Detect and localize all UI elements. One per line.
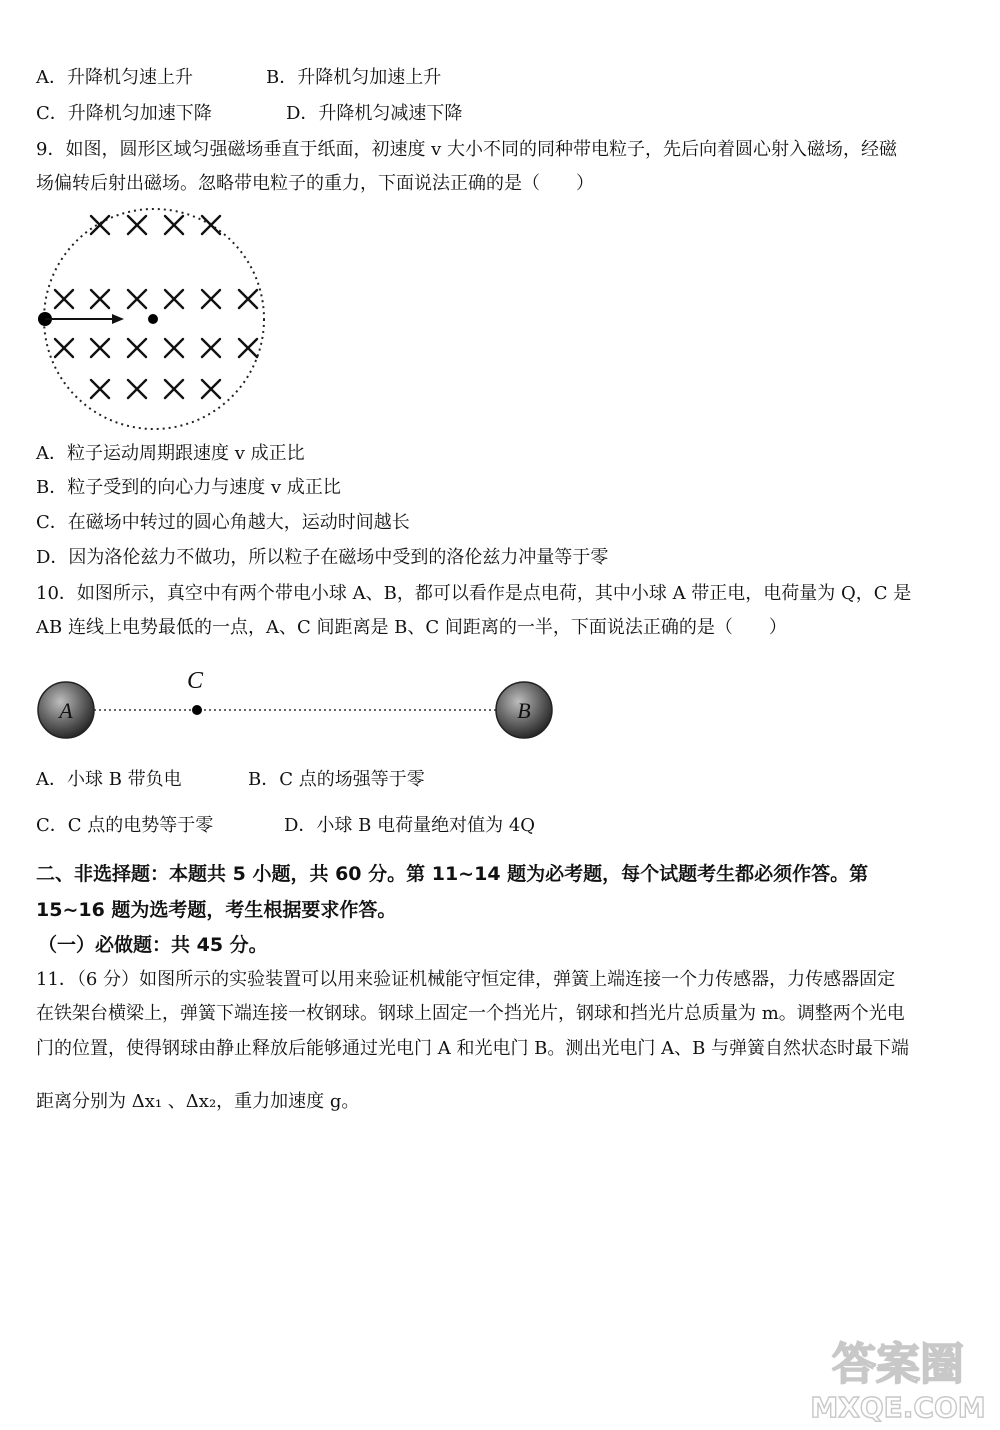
q11-line1: 11．（6 分）如图所示的实验装置可以用来验证机械能守恒定律，弹簧上端连接一个力传感器，力传感器固定 xyxy=(36,969,896,990)
q8-option-b: B．升降机匀加速上升 xyxy=(266,67,442,88)
q10-option-c: C．C 点的电势等于零 xyxy=(36,815,214,836)
q8-option-a: A．升降机匀速上升 xyxy=(36,67,193,88)
section2-heading-line1: 二、非选择题：本题共 5 小题，共 60 分。第 11~14 题为必考题，每个试题考生都必须作答。第 xyxy=(36,863,869,885)
q10-stem-line2: AB 连线上电势最低的一点，A、C 间距离是 B、C 间距离的一半，下面说法正确的是（ ） xyxy=(36,617,787,638)
q10-stem-line1: 10．如图所示，真空中有两个带电小球 A、B，都可以看作是点电荷，其中小球 A 带正电，电荷量为 Q，C 是 xyxy=(36,583,912,604)
q9-stem-line2: 场偏转后射出磁场。忽略带电粒子的重力，下面说法正确的是（ ） xyxy=(36,173,594,194)
q9-option-a: A．粒子运动周期跟速度 v 成正比 xyxy=(36,443,305,464)
q10-option-d: D．小球 B 电荷量绝对值为 4Q xyxy=(284,815,536,836)
q10-option-a: A．小球 B 带负电 xyxy=(36,769,182,790)
q9-option-d: D．因为洛伦兹力不做功，所以粒子在磁场中受到的洛伦兹力冲量等于零 xyxy=(36,547,609,568)
q9-magnetic-field-figure xyxy=(36,205,276,435)
q8-option-c: C．升降机匀加速下降 xyxy=(36,103,212,124)
q11-line2: 在铁架台横梁上，弹簧下端连接一枚钢球。钢球上固定一个挡光片，钢球和挡光片总质量为 m。调整两个光电 xyxy=(36,1003,905,1024)
ball-b-label: B xyxy=(517,698,531,723)
ball-a-label: A xyxy=(59,698,73,723)
point-c-label: C xyxy=(186,668,204,694)
q11-line4: 距离分别为 Δx₁ 、Δx₂，重力加速度 g。 xyxy=(36,1091,360,1112)
watermark-logo xyxy=(800,1335,996,1425)
q9-stem-line1: 9．如图，圆形区域匀强磁场垂直于纸面，初速度 v 大小不同的同种带电粒子，先后向着圆心射入磁场，经磁 xyxy=(36,139,898,160)
center-point xyxy=(148,314,158,324)
q10-option-b: B．C 点的场强等于零 xyxy=(248,769,425,790)
velocity-arrowhead xyxy=(112,314,124,324)
svg-text:MXQE.COM: MXQE.COM xyxy=(810,1391,986,1424)
q9-option-b: B．粒子受到的向心力与速度 v 成正比 xyxy=(36,477,341,498)
point-c xyxy=(192,705,202,715)
q9-option-c: C．在磁场中转过的圆心角越大，运动时间越长 xyxy=(36,512,410,533)
field-crosses xyxy=(55,216,257,398)
svg-text:答案圈: 答案圈 xyxy=(832,1339,964,1390)
section2-heading-line2: 15~16 题为选考题，考生根据要求作答。 xyxy=(36,899,397,921)
q10-charges-figure xyxy=(36,662,556,752)
q11-line3: 门的位置，使得钢球由静止释放后能够通过光电门 A 和光电门 B。测出光电门 A、B 与弹簧自然状态时最下端 xyxy=(36,1038,910,1059)
section2-subheading: （一）必做题：共 45 分。 xyxy=(38,934,268,956)
q8-option-d: D．升降机匀减速下降 xyxy=(286,103,463,124)
